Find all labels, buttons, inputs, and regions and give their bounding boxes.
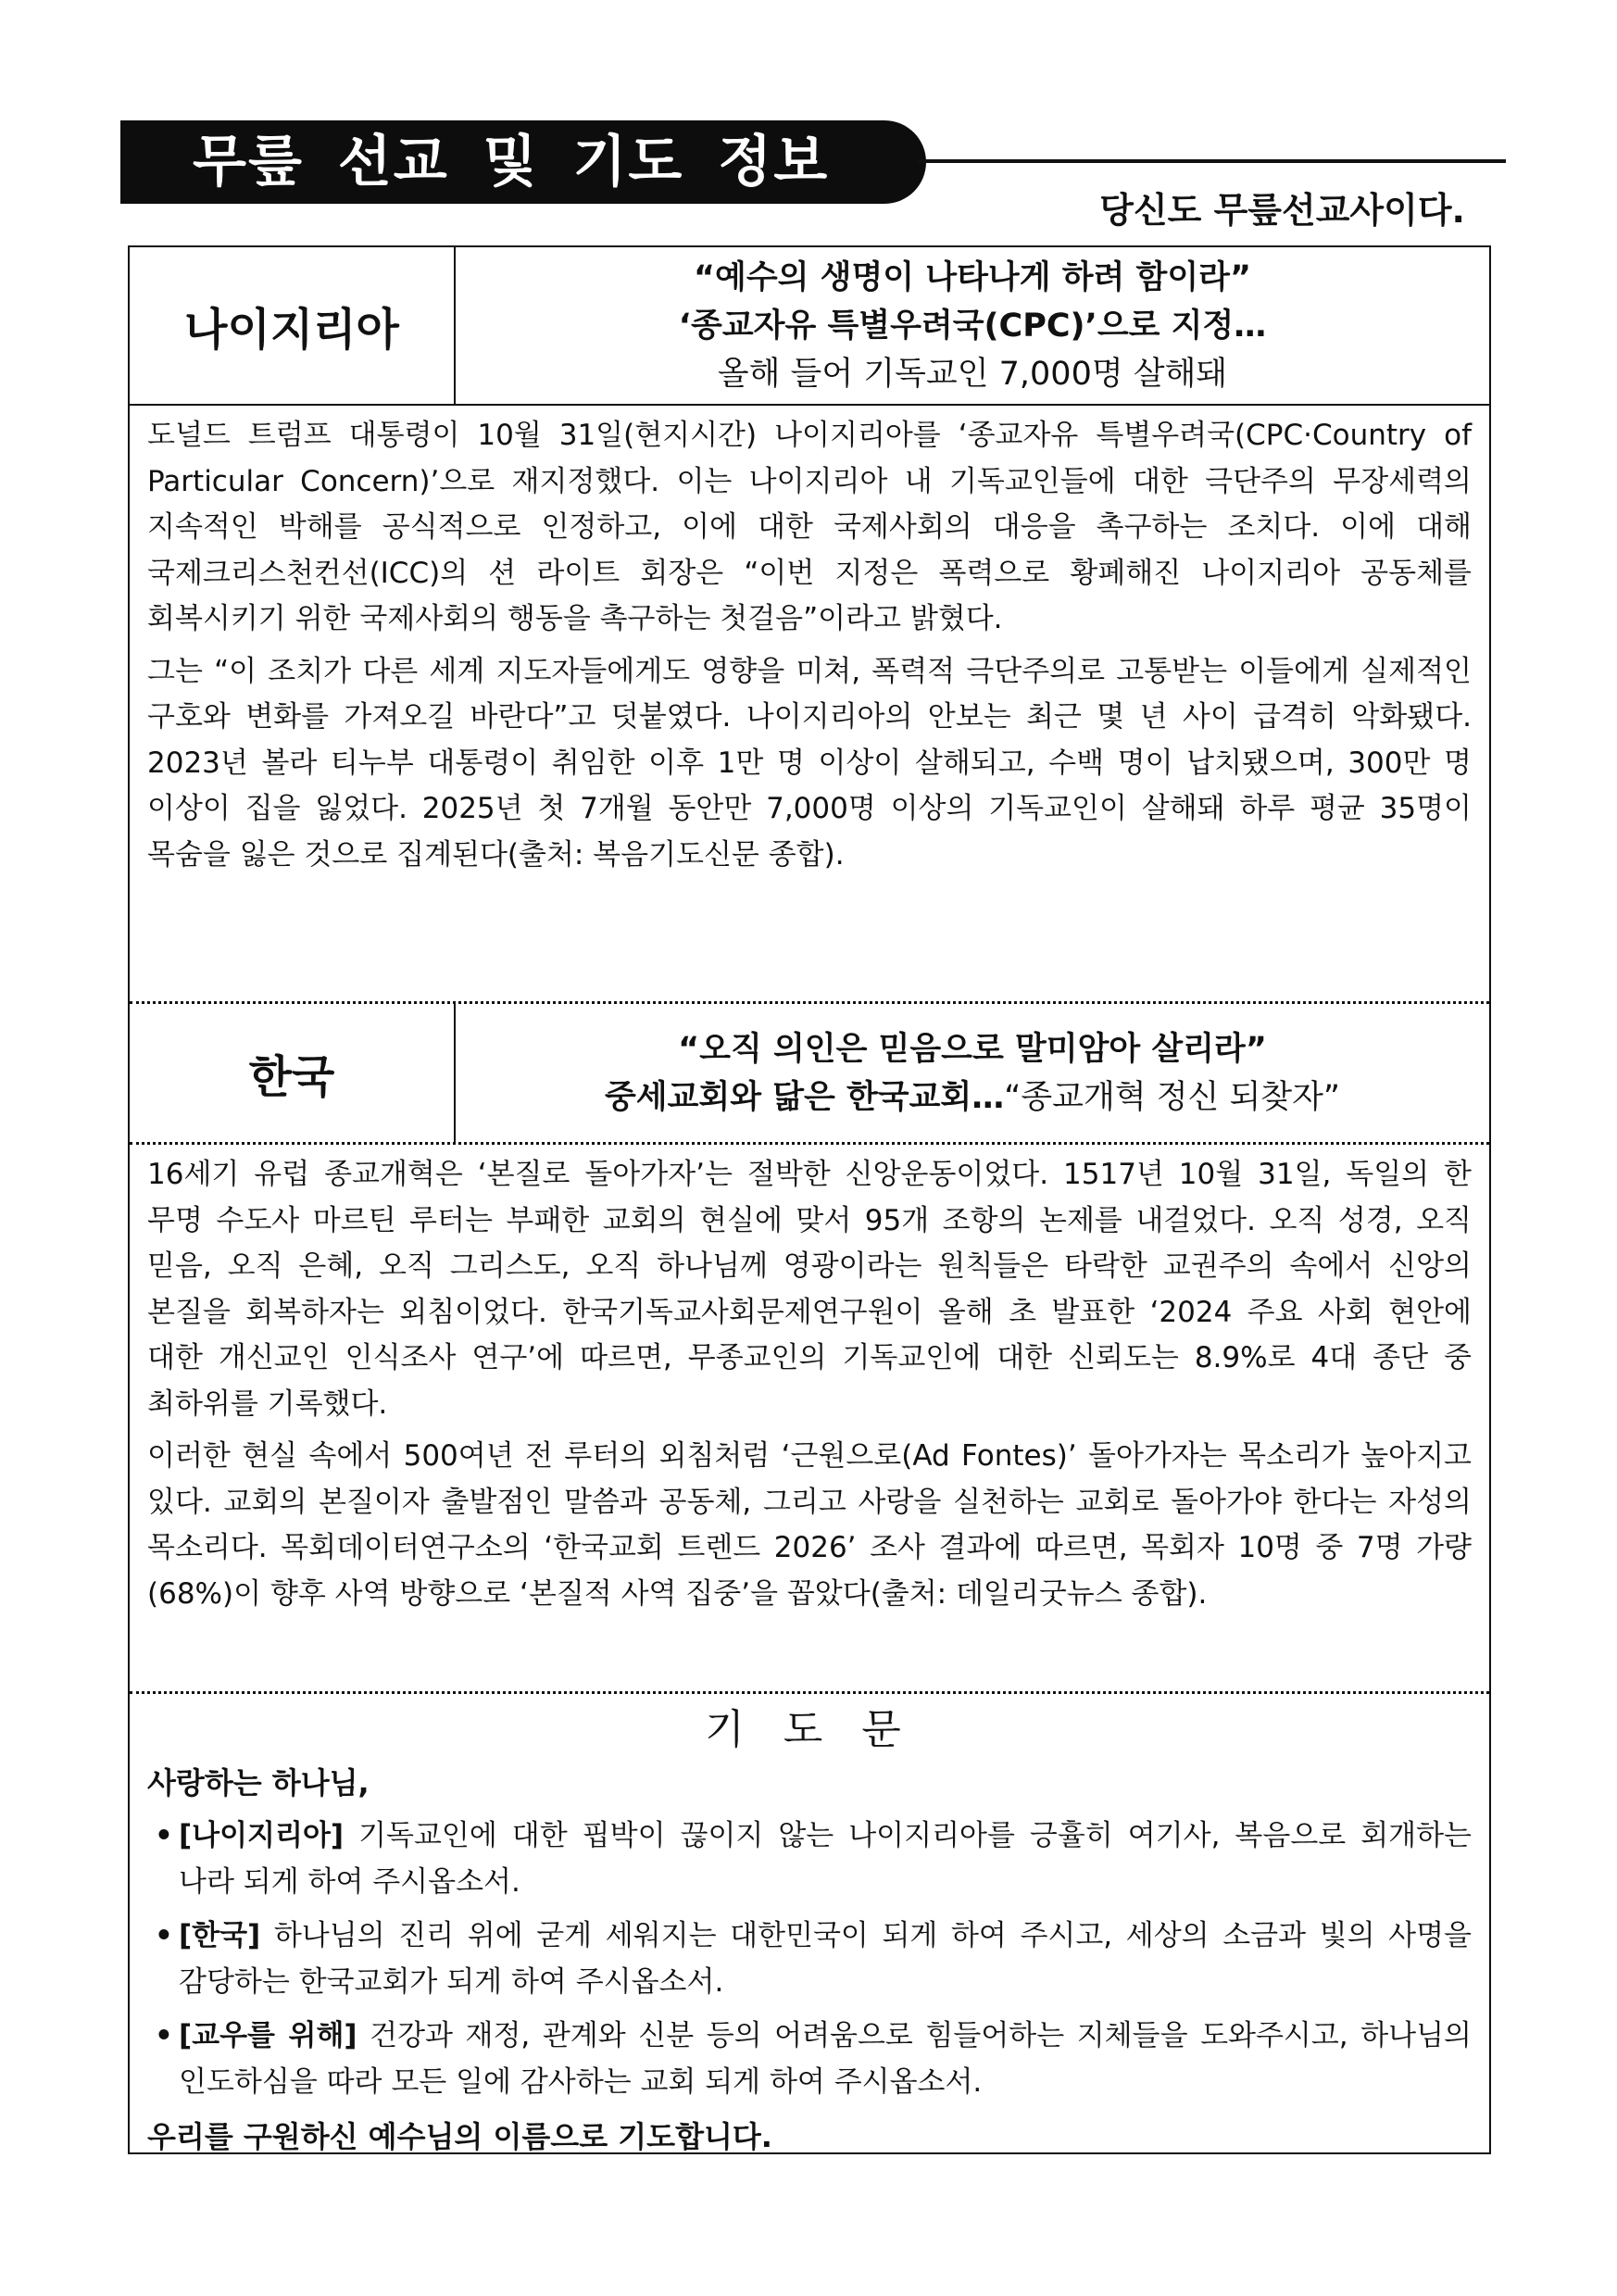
section-header-nigeria <box>130 247 1489 406</box>
prayer-salutation: 사랑하는 하나님, <box>147 1765 370 1800</box>
prayer-item-text: 건강과 재정, 관계와 신분 등의 어려움으로 힘들어하는 지체들을 도와주시고, 하나님의 인도하심을 따라 모든 일에 감사하는 교회 되게 하여 주시옵소서. <box>179 2019 1473 2099</box>
headline-block <box>456 247 1489 404</box>
subheadline-bold: 중세교회와 닮은 한국교회… <box>604 1078 1005 1116</box>
page-title: 무릎 선교 및 기도 정보 <box>120 120 926 204</box>
prayer-section <box>130 1694 1489 2161</box>
content-frame <box>128 245 1491 2154</box>
header-slogan: 당신도 무릎선교사이다. <box>1099 190 1465 231</box>
prayer-closing: 우리를 구원하신 예수님의 이름으로 기도합니다. <box>147 2119 772 2154</box>
prayer-item-text: 하나님의 진리 위에 굳게 세워지는 대한민국이 되게 하여 주시고, 세상의 소금과 빛의 사명을 감당하는 한국교회가 되게 하여 주시옵소서. <box>179 1919 1472 1999</box>
prayer-item <box>147 1813 1472 1905</box>
article-paragraph: 16세기 유럽 종교개혁은 ‘본질로 돌아가자’는 절박한 신앙운동이었다. 1517년 10월 31일, 독일의 한 무명 수도사 마르틴 루터는 부패한 교회의 현실에 맞서 95개 조항의 논제를 내걸었다. 오직 성경, 오직 믿음, 오직 은혜, 오직 그리스도, 오직 하나님께 영광이라는 원칙들은 타락한 교권주의 속에서 신앙의 본질을 회복하자는 외침이었다. 한국기독교사회문제연구원이 올해 초 발표한 ‘2024 주요 사회 현안에 대한 개신교인 인식조사 연구’에 따르면, 무종교인의 기독교인에 대한 신뢰도는 8.9%로 4대 종단 중 최하위를 기록했다. <box>147 1158 1472 1421</box>
subheadline-secondary: 올해 들어 기독교인 7,000명 살해돼 <box>717 355 1228 393</box>
prayer-item <box>147 1913 1472 2005</box>
headline: “오직 의인은 믿음으로 말미암아 살리라” <box>678 1030 1267 1068</box>
prayer-item-tag: [나이지리아] <box>179 1819 345 1852</box>
section-header-korea <box>130 1004 1489 1145</box>
article-body-nigeria <box>130 406 1489 1004</box>
article-body-korea <box>130 1145 1489 1694</box>
headline: “예수의 생명이 나타나게 하려 함이라” <box>694 258 1251 296</box>
country-label: 한국 <box>130 1004 456 1142</box>
bullet-icon: • <box>155 2019 173 2052</box>
article-paragraph: 도널드 트럼프 대통령이 10월 31일(현지시간) 나이지리아를 ‘종교자유 특별우려국(CPC·Country of Particular Concern)’으로 재지정했다. 이는 나이지리아 내 기독교인들에 대한 극단주의 무장세력의 지속적인 박해를 공식적으로 인정하고, 이에 대한 국제사회의 대응을 촉구하는 조치다. 이에 대해 국제크리스천컨선(ICC)의 션 라이트 회장은 “이번 지정은 폭력으로 황폐해진 나이지리아 공동체를 회복시키기 위한 국제사회의 행동을 촉구하는 첫걸음”이라고 밝혔다. <box>147 419 1472 635</box>
subheadline <box>605 1073 1340 1122</box>
header-rule <box>917 159 1506 163</box>
prayer-item-tag: [한국] <box>179 1919 261 1952</box>
article-paragraph: 그는 “이 조치가 다른 세계 지도자들에게도 영향을 미쳐, 폭력적 극단주의로 고통받는 이들에게 실제적인 구호와 변화를 가져오길 바란다”고 덧붙였다. 나이지리아의 안보는 최근 몇 년 사이 급격히 악화됐다. 2023년 볼라 티누부 대통령이 취임한 이후 1만 명 이상이 살해되고, 수백 명이 납치됐으며, 300만 명 이상이 집을 잃었다. 2025년 첫 7개월 동안만 7,000명 이상의 기독교인이 살해돼 하루 평균 35명이 목숨을 잃은 것으로 집계된다(출처: 복음기도신문 종합). <box>147 654 1472 872</box>
prayer-item-tag: [교우를 위해] <box>179 2019 357 2052</box>
bullet-icon: • <box>155 1819 173 1852</box>
prayer-title: 기 도 문 <box>705 1706 914 1753</box>
headline-block <box>456 1004 1489 1142</box>
prayer-item-text: 기독교인에 대한 핍박이 끊이지 않는 나이지리아를 긍휼히 여기사, 복음으로 회개하는 나라 되게 하여 주시옵소서. <box>179 1819 1472 1899</box>
article-paragraph: 이러한 현실 속에서 500여년 전 루터의 외침처럼 ‘근원으로(Ad Fontes)’ 돌아가자는 목소리가 높아지고 있다. 교회의 본질이자 출발점인 말씀과 공동체, 그리고 사랑을 실천하는 교회로 돌아가야 한다는 자성의 목소리다. 목회데이터연구소의 ‘한국교회 트렌드 2026’ 조사 결과에 따르면, 목회자 10명 중 7명 가량(68%)이 향후 사역 방향으로 ‘본질적 사역 집중’을 꼽았다(출처: 데일리굿뉴스 종합). <box>147 1439 1472 1611</box>
bullet-icon: • <box>155 1919 173 1952</box>
subheadline: ‘종교자유 특별우려국(CPC)’으로 지정… <box>678 307 1267 345</box>
prayer-item <box>147 2013 1472 2105</box>
subheadline-quote: “종교개혁 정신 되찾자” <box>1004 1078 1341 1116</box>
country-label: 나이지리아 <box>130 247 456 404</box>
